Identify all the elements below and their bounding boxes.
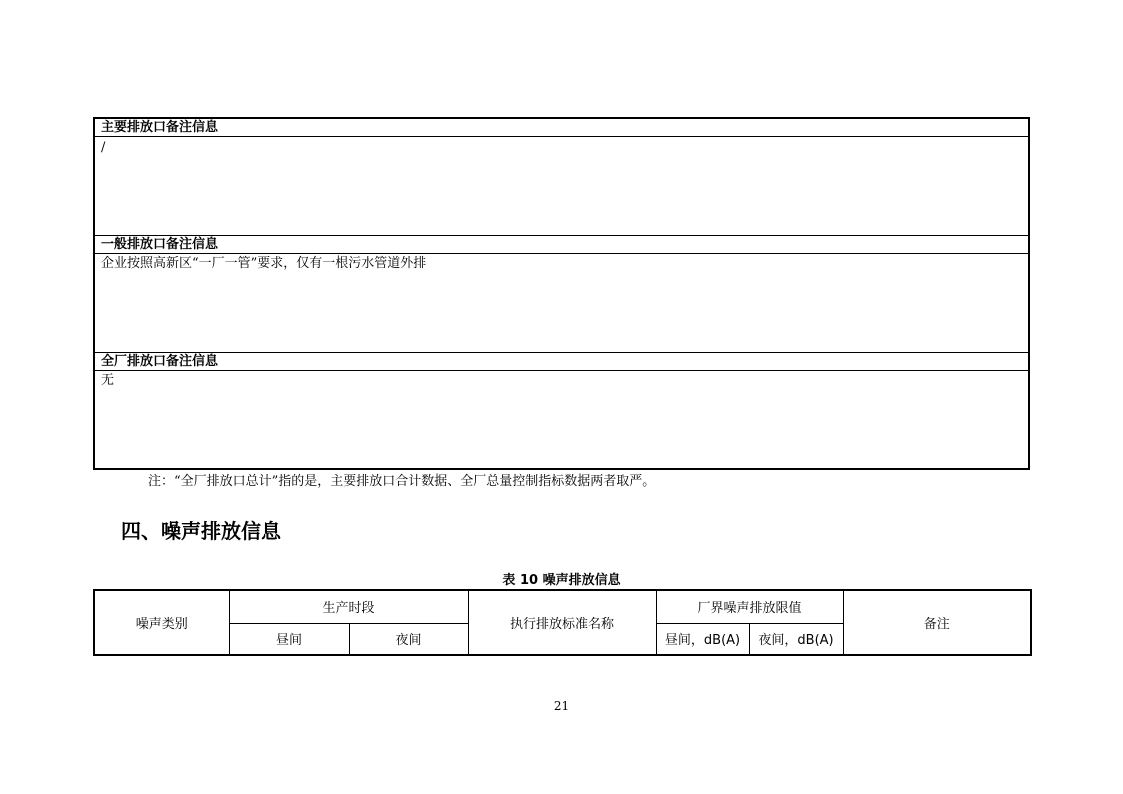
header-night-limit: 夜间，dB(A) [749, 623, 843, 655]
outlet-remarks-table [93, 117, 1030, 470]
main-outlet-remark-label: 主要排放口备注信息 [95, 119, 1028, 137]
header-noise-type: 噪声类别 [94, 590, 229, 655]
table-caption: 表 10 噪声排放信息 [502, 573, 621, 588]
header-standard-name: 执行排放标准名称 [468, 590, 656, 655]
table-footnote: 注：“全厂排放口总计”指的是，主要排放口合计数据、全厂总量控制指标数据两者取严。 [148, 474, 656, 489]
header-remarks: 备注 [843, 590, 1031, 655]
header-day: 昼间 [229, 623, 349, 655]
page-number: 21 [553, 699, 570, 713]
plant-outlet-remark-label: 全厂排放口备注信息 [95, 352, 1028, 371]
header-boundary-limit: 厂界噪声排放限值 [656, 590, 843, 623]
header-night: 夜间 [349, 623, 468, 655]
section-title: 四、噪声排放信息 [121, 519, 281, 543]
header-production-period: 生产时段 [229, 590, 468, 623]
general-outlet-remark-label: 一般排放口备注信息 [95, 235, 1028, 254]
main-outlet-remark-value: / [101, 140, 106, 155]
general-outlet-remark-value: 企业按照高新区“一厂一管”要求，仅有一根污水管道外排 [101, 256, 427, 271]
noise-emission-table [93, 589, 1032, 656]
header-day-limit: 昼间，dB(A) [656, 623, 749, 655]
plant-outlet-remark-value: 无 [101, 373, 115, 388]
